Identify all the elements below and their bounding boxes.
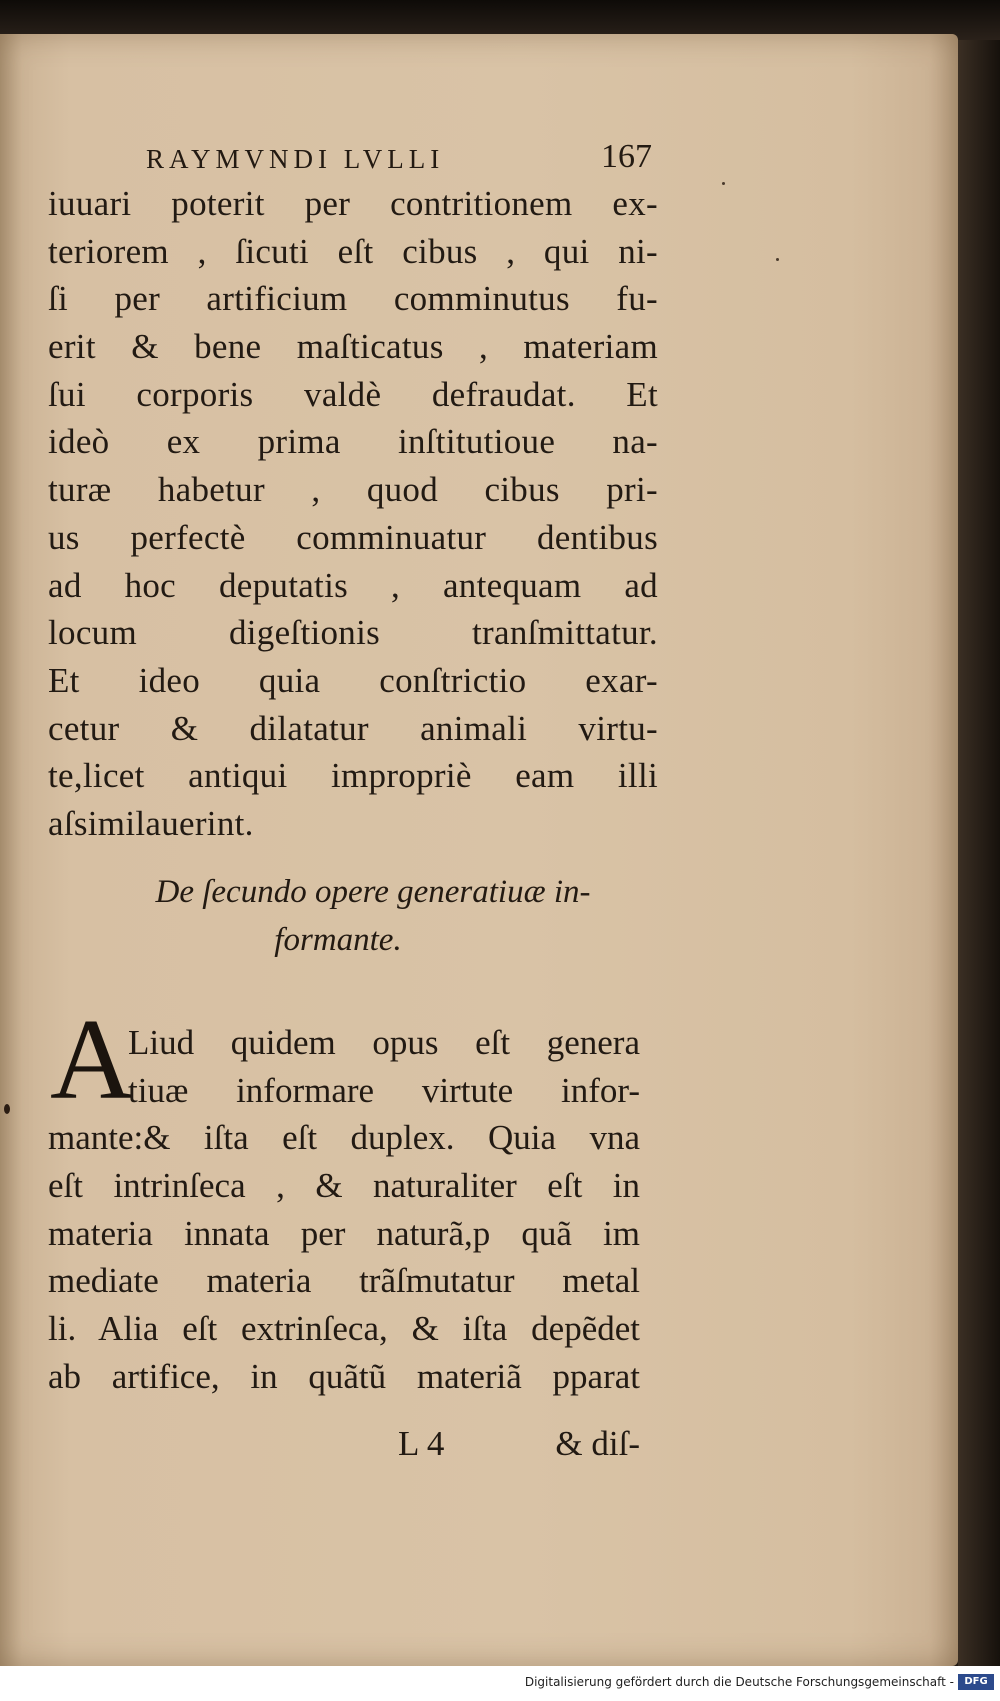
text-line: eſt intrinſeca , & naturaliter eſt in	[48, 1166, 640, 1206]
text-line: iuuari poterit per contritionem ex-	[48, 184, 658, 223]
text-line: us perfectè comminuatur dentibus	[48, 517, 658, 557]
text-line: turæ habetur , quod cibus pri-	[48, 470, 658, 510]
text-line: cetur & dilatatur animali virtu-	[48, 708, 658, 748]
text-line: te,licet antiqui impropriè eam illi	[48, 756, 658, 796]
page-footer	[48, 1424, 640, 1472]
text-line: Et ideo quia conſtrictio exar-	[48, 660, 658, 700]
paragraph	[48, 1020, 640, 1402]
text-line: li. Alia eſt extrinſeca, & iſta depẽdet	[48, 1309, 640, 1349]
text-line: ad hoc deputatis , antequam ad	[48, 565, 658, 605]
text-line: Liud quidem opus eſt genera	[128, 1023, 640, 1062]
text-line: tiuæ informare virtute infor-	[128, 1070, 640, 1110]
body-text	[48, 180, 658, 848]
page-header	[48, 140, 652, 184]
text-line: mediate materia trãſmutatur metal	[48, 1261, 640, 1301]
signature-mark: L 4	[398, 1424, 445, 1463]
drop-cap-initial: A	[50, 996, 134, 1124]
page-number: 167	[601, 138, 652, 175]
text-line: ſui corporis valdè defraudat. Et	[48, 374, 658, 414]
section-heading-line: De ſecundo opere generatiuæ in-	[155, 874, 591, 910]
text-line: ideò ex prima inſtitutioue na-	[48, 422, 658, 462]
section-heading-line: formante.	[274, 922, 402, 958]
text-line: teriorem , ſicuti eſt cibus , qui ni-	[48, 231, 658, 271]
text-line: locum digeſtionis tranſmittatur.	[48, 613, 658, 653]
page-edge-shadow	[958, 40, 1000, 1666]
text-line: aſsimilauerint.	[48, 803, 254, 843]
text-line: materia innata per naturã,p quã im	[48, 1213, 640, 1253]
running-head: RAYMVNDI LVLLI	[146, 144, 445, 174]
text-line: erit & bene maſticatus , materiam	[48, 327, 658, 367]
text-line: ab artifice, in quãtũ materiã pparat	[48, 1356, 640, 1396]
section-heading	[48, 868, 658, 964]
dfg-logo[interactable]: DFG	[958, 1674, 994, 1690]
funding-credit: Digitalisierung gefördert durch die Deutsche Forschungsgemeinschaft -	[524, 1675, 954, 1689]
text-line: ſi per artificium comminutus fu-	[48, 279, 658, 319]
catchword: & diſ-	[555, 1424, 640, 1463]
text-line: mante:& iſta eſt duplex. Quia vna	[48, 1118, 640, 1158]
